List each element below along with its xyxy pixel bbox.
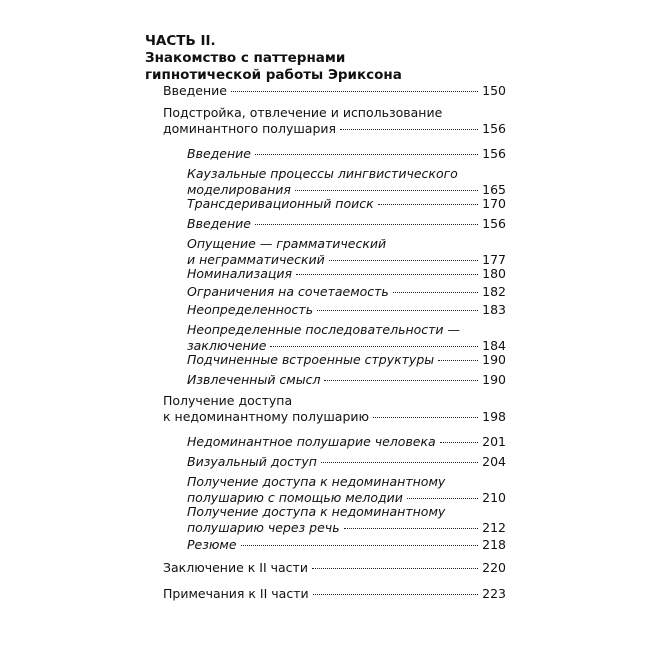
toc-entry-title-line: Получение доступа к недоминантному — [187, 504, 446, 519]
toc-entry — [187, 146, 506, 162]
toc-page-number: 180 — [482, 266, 506, 281]
toc-entry — [187, 504, 506, 536]
dot-leader — [378, 203, 478, 205]
dot-leader — [313, 593, 479, 595]
toc-page-number: 165 — [482, 182, 506, 197]
toc-entry — [187, 454, 506, 470]
toc-entry-title-line: Получение доступа к недоминантному — [187, 474, 446, 489]
dot-leader — [407, 497, 478, 499]
toc-page-number: 177 — [482, 252, 506, 267]
toc-entry-row — [187, 454, 506, 470]
dot-leader — [340, 128, 478, 130]
dot-leader — [344, 527, 479, 529]
toc-page-number: 182 — [482, 284, 506, 299]
toc-entry-row — [163, 409, 506, 425]
dot-leader — [296, 273, 478, 275]
toc-entry-title-line: полушарию через речь — [187, 520, 340, 535]
dot-leader — [295, 189, 478, 191]
toc-entry-title-line: и неграмматический — [187, 252, 325, 267]
toc-page-number: 210 — [482, 490, 506, 505]
part-number: ЧАСТЬ II. — [145, 33, 216, 49]
dot-leader — [373, 416, 478, 418]
toc-page-number: 183 — [482, 302, 506, 317]
toc-entry-row — [163, 586, 506, 602]
toc-entry — [163, 393, 506, 425]
toc-entry — [187, 474, 506, 506]
toc-entry-title-line: Заключение к II части — [163, 560, 308, 575]
toc-entry-title-line: Ограничения на сочетаемость — [187, 284, 389, 299]
dot-leader — [438, 359, 478, 361]
toc-entry-row — [187, 372, 506, 388]
toc-entry-title-line: Опущение — грамматический — [187, 236, 387, 251]
toc-entry-title-line: Введение — [163, 83, 227, 98]
dot-leader — [241, 544, 479, 546]
toc-entry-title-line: Извлеченный смысл — [187, 372, 321, 387]
toc-page-number: 190 — [482, 352, 506, 367]
toc-entry-title-line: Визуальный доступ — [187, 454, 317, 469]
toc-entry-row — [187, 284, 506, 300]
dot-leader — [329, 259, 478, 261]
part-title-line-2: гипнотической работы Эриксона — [145, 67, 402, 83]
toc-entry-title-line: заключение — [187, 338, 267, 353]
toc-entry-row — [187, 216, 506, 232]
toc-entry-row — [163, 83, 506, 99]
toc-page-number: 156 — [482, 216, 506, 231]
toc-entry — [187, 166, 506, 198]
part-title-line-1: Знакомство с паттернами — [145, 50, 346, 66]
toc-entry-row — [187, 352, 506, 368]
toc-page-number: 170 — [482, 196, 506, 211]
toc-entry-title-line: Номинализация — [187, 266, 293, 281]
dot-leader — [324, 379, 478, 381]
dot-leader — [255, 153, 478, 155]
toc-entry — [163, 105, 506, 137]
toc-page-number: 156 — [482, 121, 506, 136]
toc-entry-title-line: Подстройка, отвлечение и использование — [163, 105, 443, 120]
toc-entry-title-line: к недоминантному полушарию — [163, 409, 370, 424]
toc-entry-row — [187, 146, 506, 162]
toc-entry — [187, 236, 506, 268]
toc-entry-title-line: Неопределенные последовательности — — [187, 322, 461, 337]
toc-entry — [187, 434, 506, 450]
toc-entry — [163, 560, 506, 576]
toc-entry-title-line: Каузальные процессы лингвистического — [187, 166, 458, 181]
dot-leader — [255, 223, 478, 225]
toc-entry-title-line: Примечания к II части — [163, 586, 309, 601]
dot-leader — [317, 309, 478, 311]
toc-page-number: 223 — [482, 586, 506, 601]
toc-entry — [187, 322, 506, 354]
toc-entry-row — [163, 560, 506, 576]
toc-page-number: 212 — [482, 520, 506, 535]
toc-entry-title-line: Введение — [187, 146, 251, 161]
toc-entry-row — [187, 520, 506, 536]
toc-entry-row — [187, 537, 506, 553]
toc-entry-title-line: Введение — [187, 216, 251, 231]
toc-page-number: 184 — [482, 338, 506, 353]
toc-entry — [163, 586, 506, 602]
toc-entry — [187, 372, 506, 388]
toc-page-number: 198 — [482, 409, 506, 424]
toc-entry-title-line: Подчиненные встроенные структуры — [187, 352, 435, 367]
toc-entry-row — [163, 121, 506, 137]
toc-page-number: 220 — [482, 560, 506, 575]
toc-entry-row — [187, 196, 506, 212]
dot-leader — [270, 345, 478, 347]
dot-leader — [393, 291, 478, 293]
toc-entry — [187, 216, 506, 232]
toc-entry — [187, 302, 506, 318]
toc-entry-row — [187, 266, 506, 282]
toc-entry-title-line: моделирования — [187, 182, 291, 197]
toc-entry-title-line: Недоминантное полушарие человека — [187, 434, 436, 449]
toc-entry-title-line: Получение доступа — [163, 393, 293, 408]
toc-page-number: 204 — [482, 454, 506, 469]
toc-entry-title-line: Трансдеривационный поиск — [187, 196, 374, 211]
toc-page-number: 218 — [482, 537, 506, 552]
toc-entry — [187, 352, 506, 368]
toc-entry — [187, 537, 506, 553]
toc-entry — [163, 83, 506, 99]
toc-page-number: 156 — [482, 146, 506, 161]
toc-entry — [187, 266, 506, 282]
toc-entry — [187, 284, 506, 300]
toc-entry-row — [187, 302, 506, 318]
toc-entry-row — [187, 434, 506, 450]
toc-entry — [187, 196, 506, 212]
toc-page-number: 150 — [482, 83, 506, 98]
dot-leader — [231, 90, 478, 92]
toc-page-number: 201 — [482, 434, 506, 449]
toc-entry-title-line: Неопределенность — [187, 302, 314, 317]
dot-leader — [312, 567, 478, 569]
toc-entry-title-line: Резюме — [187, 537, 237, 552]
dot-leader — [440, 441, 478, 443]
toc-entry-title-line: доминантного полушария — [163, 121, 337, 136]
toc-page-number: 190 — [482, 372, 506, 387]
toc-entry-title-line: полушарию с помощью мелодии — [187, 490, 403, 505]
dot-leader — [321, 461, 478, 463]
